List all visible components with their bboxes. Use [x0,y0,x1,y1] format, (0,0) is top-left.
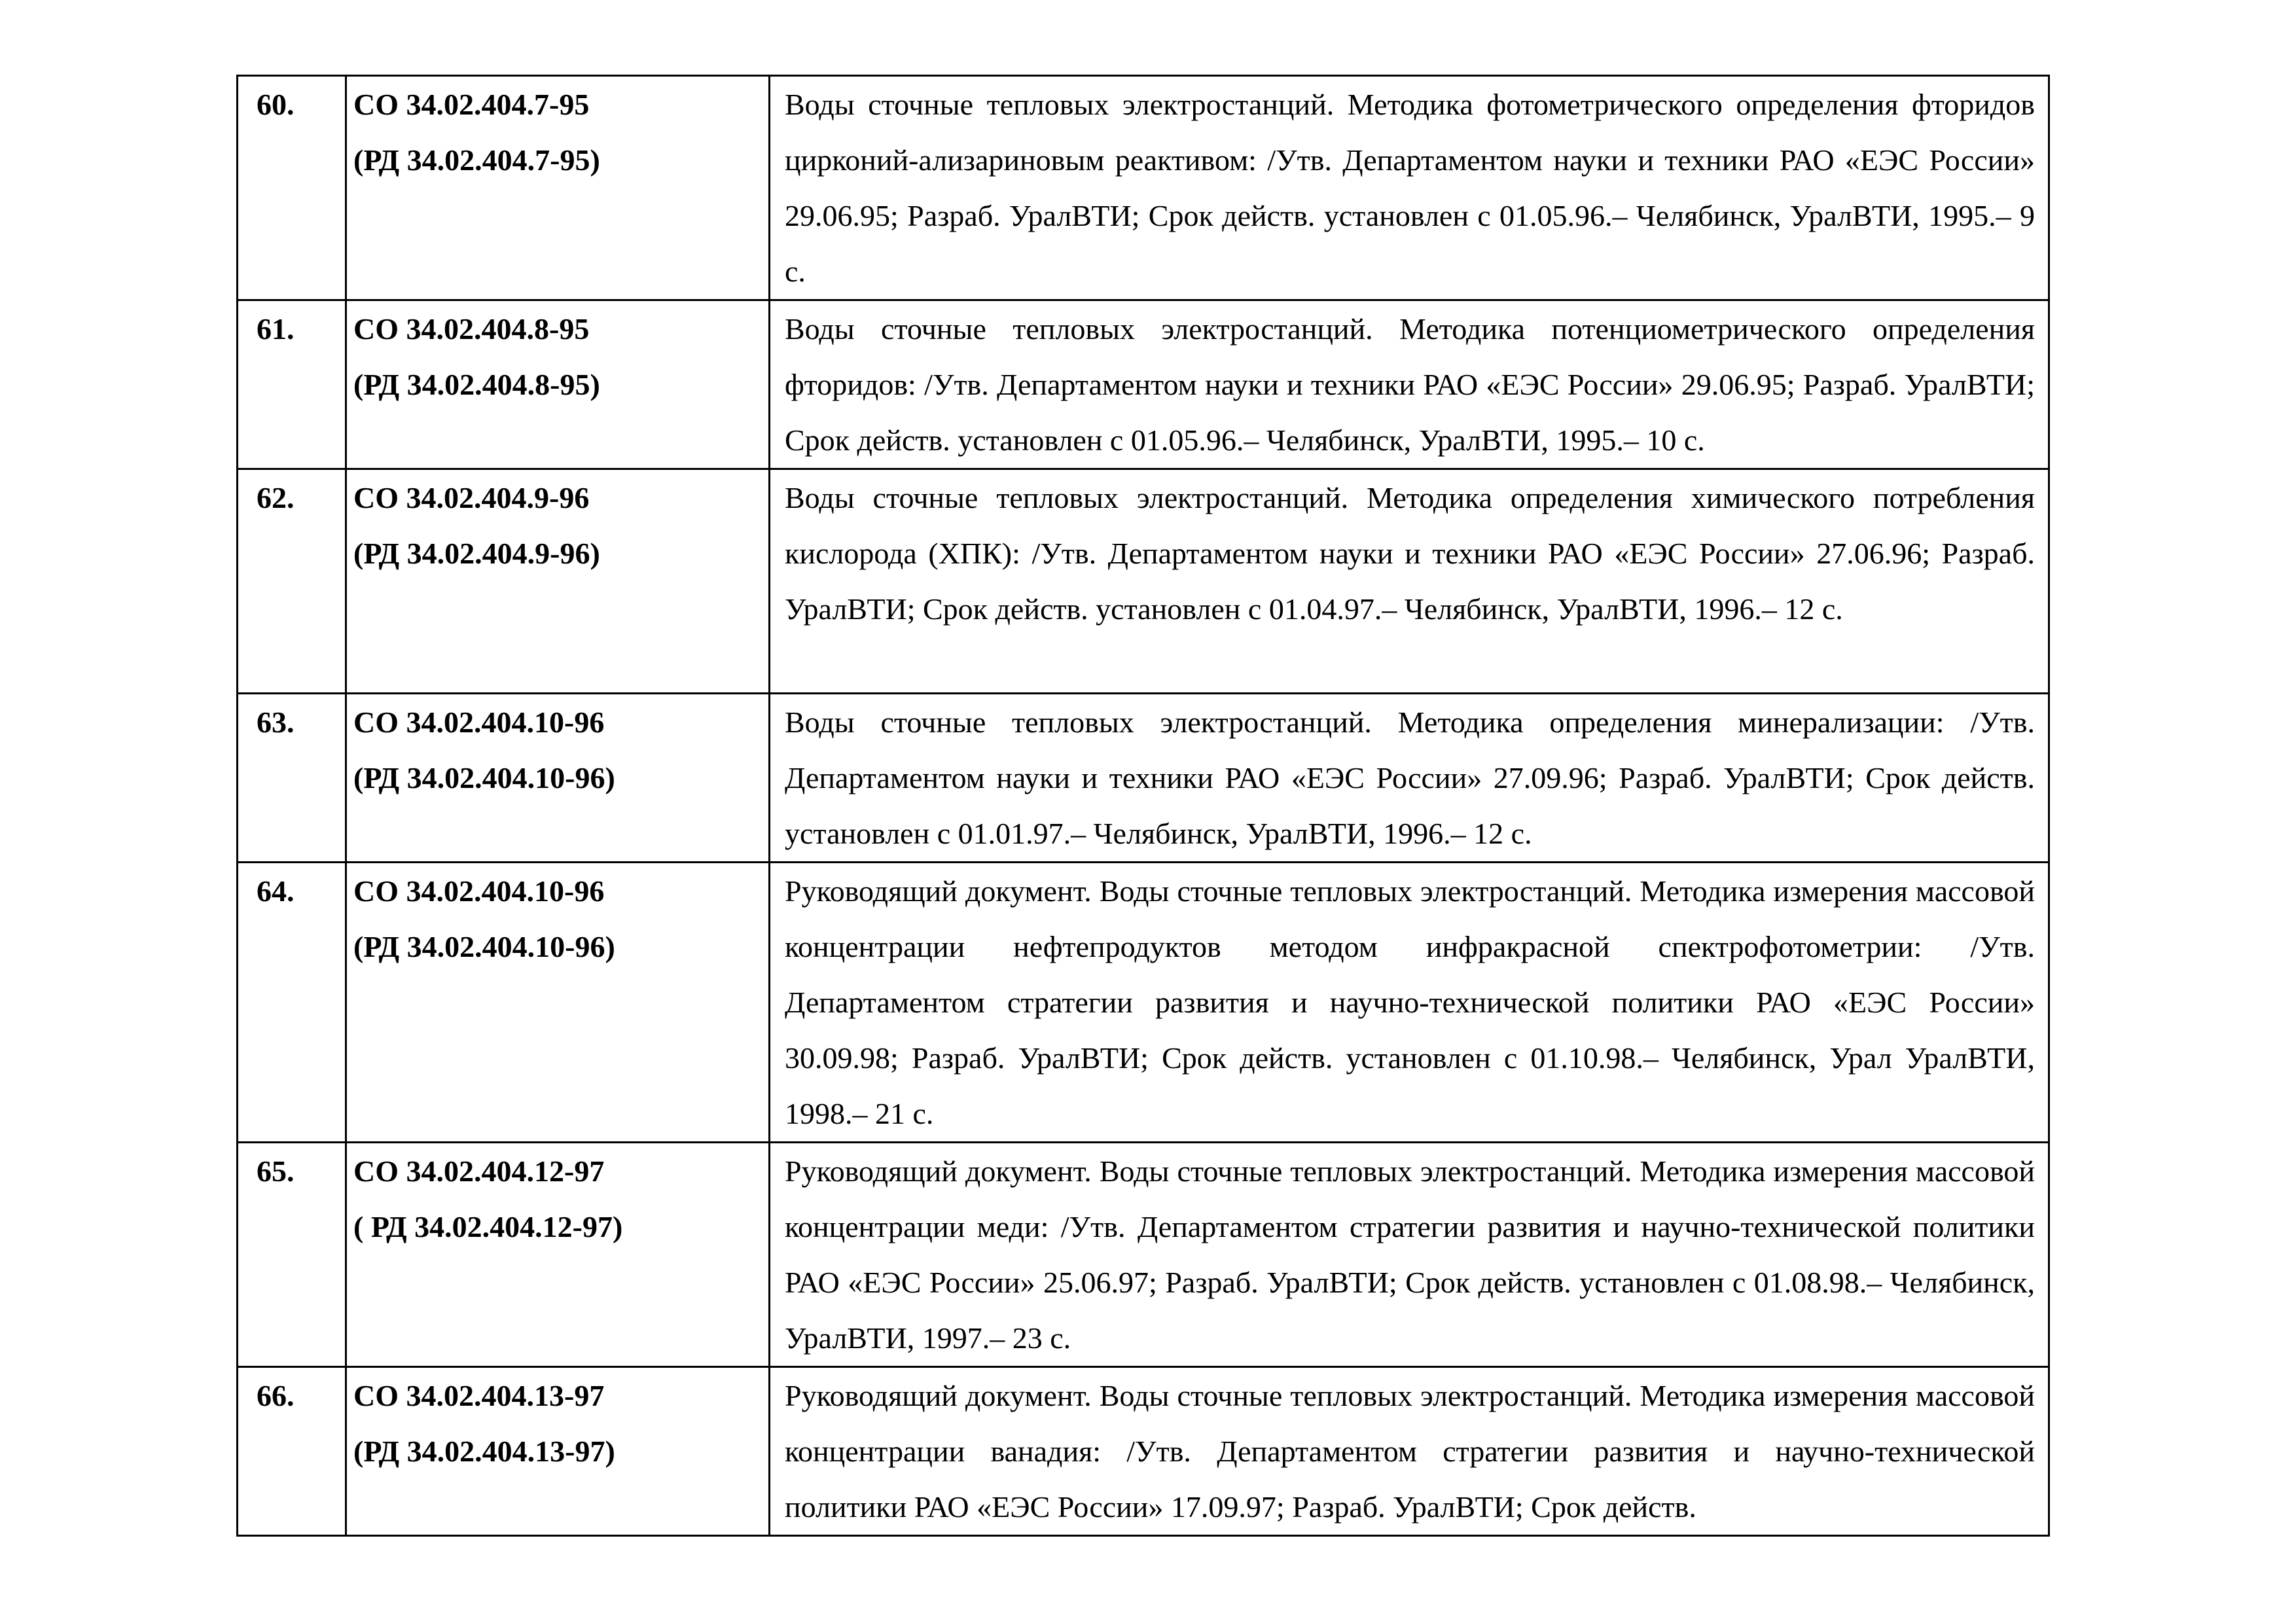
standard-code-cell [346,1367,770,1536]
standard-description: Руководящий документ. Воды сточные тепловых электростанций. Методика измерения массовой концентрации меди: /Утв. Департаментом стратегии развития и научно-технической политики РАО «ЕЭС России» 25.06.97; Разраб. УралВТИ; Срок действ. установлен с 01.08.98.– Челябинск, УралВТИ, 1997.– 23 с. [770,1143,2049,1367]
table-row [238,694,2049,863]
standard-code: СО 34.02.404.10-96 [353,874,605,908]
standard-code-alt: (РД 34.02.404.10-96) [353,761,615,794]
standard-code-alt: (РД 34.02.404.8-95) [353,368,600,401]
standard-code-alt: (РД 34.02.404.7-95) [353,143,600,177]
standard-description: Воды сточные тепловых электростанций. Методика определения химического потребления кислорода (ХПК): /Утв. Департаментом науки и техники РАО «ЕЭС России» 27.06.96; Разраб. УралВТИ; Срок действ. установлен с 01.04.97.– Челябинск, УралВТИ, 1996.– 12 с. [770,469,2049,694]
table-row [238,1143,2049,1367]
table-row [238,76,2049,300]
row-number: 66. [238,1367,346,1536]
standard-code-cell [346,469,770,694]
standard-description: Воды сточные тепловых электростанций. Методика фотометрического определения фторидов цирконий-ализариновым реактивом: /Утв. Департаментом науки и техники РАО «ЕЭС России» 29.06.95; Разраб. УралВТИ; Срок действ. установлен с 01.05.96.– Челябинск, УралВТИ, 1995.– 9 с. [770,76,2049,300]
row-number: 63. [238,694,346,863]
standard-code-alt: (РД 34.02.404.10-96) [353,930,615,963]
standard-description: Руководящий документ. Воды сточные тепловых электростанций. Методика измерения массовой концентрации ванадия: /Утв. Департаментом стратегии развития и научно-технической политики РАО «ЕЭС России» 17.09.97; Разраб. УралВТИ; Срок действ. [770,1367,2049,1536]
standard-description: Воды сточные тепловых электростанций. Методика потенциометрического определения фторидов: /Утв. Департаментом науки и техники РАО «ЕЭС России» 29.06.95; Разраб. УралВТИ; Срок действ. установлен с 01.05.96.– Челябинск, УралВТИ, 1995.– 10 с. [770,300,2049,469]
standard-description: Воды сточные тепловых электростанций. Методика определения минерализации: /Утв. Департаментом науки и техники РАО «ЕЭС России» 27.09.96; Разраб. УралВТИ; Срок действ. установлен с 01.01.97.– Челябинск, УралВТИ, 1996.– 12 с. [770,694,2049,863]
standard-code-cell [346,300,770,469]
row-number: 64. [238,863,346,1143]
standard-code-cell [346,863,770,1143]
row-number: 65. [238,1143,346,1367]
standards-table [236,75,2050,1537]
table-row [238,300,2049,469]
table-row [238,863,2049,1143]
row-number: 61. [238,300,346,469]
standard-code-alt: ( РД 34.02.404.12-97) [353,1210,623,1243]
standard-code: СО 34.02.404.10-96 [353,705,605,739]
standard-description: Руководящий документ. Воды сточные тепловых электростанций. Методика измерения массовой концентрации нефтепродуктов методом инфракрасной спектрофотометрии: /Утв. Департаментом стратегии развития и научно-технической политики РАО «ЕЭС России» 30.09.98; Разраб. УралВТИ; Срок действ. установлен с 01.10.98.– Челябинск, Урал УралВТИ, 1998.– 21 с. [770,863,2049,1143]
standard-code-cell [346,1143,770,1367]
row-number: 62. [238,469,346,694]
standard-code: СО 34.02.404.8-95 [353,312,590,346]
standard-code-cell [346,76,770,300]
table-row [238,469,2049,694]
standard-code-alt: (РД 34.02.404.13-97) [353,1435,615,1468]
standard-code: СО 34.02.404.13-97 [353,1379,605,1412]
row-number: 60. [238,76,346,300]
standard-code-alt: (РД 34.02.404.9-96) [353,537,600,570]
standard-code: СО 34.02.404.7-95 [353,88,590,121]
table-row [238,1367,2049,1536]
standard-code-cell [346,694,770,863]
standard-code: СО 34.02.404.9-96 [353,481,590,514]
standard-code: СО 34.02.404.12-97 [353,1154,605,1188]
